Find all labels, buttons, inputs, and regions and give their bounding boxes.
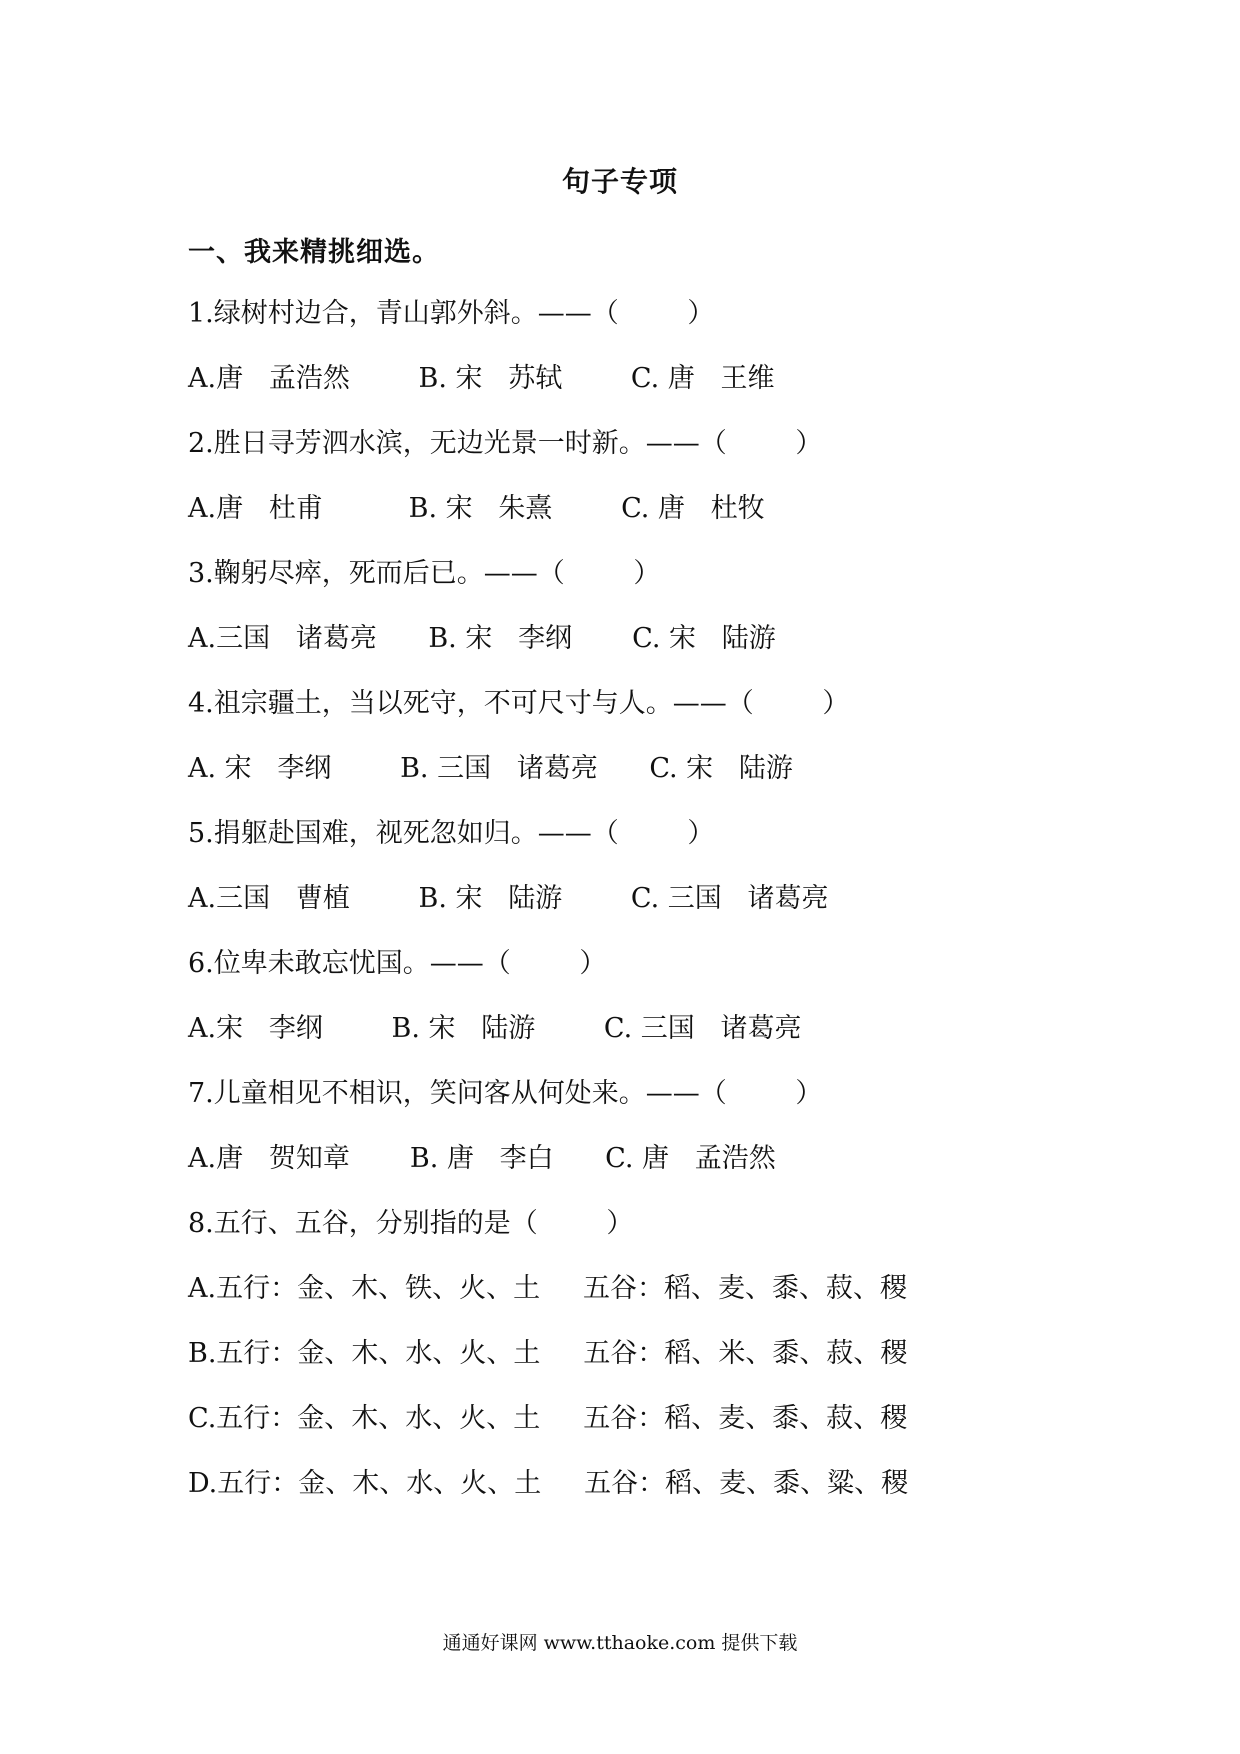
question-6-stem: 6.位卑未敢忘忧国。——（ ） — [188, 948, 607, 979]
question-6-options: A.宋 李纲 B. 宋 陆游 C. 三国 诸葛亮 — [188, 1013, 802, 1044]
question-5-stem: 5.捐躯赴国难，视死忽如归。——（ ） — [188, 818, 715, 849]
question-4-options: A. 宋 李纲 B. 三国 诸葛亮 C. 宋 陆游 — [188, 753, 793, 784]
question-7-stem: 7.儿童相见不相识，笑问客从何处来。——（ ） — [188, 1078, 823, 1109]
question-1-options: A.唐 孟浩然 B. 宋 苏轼 C. 唐 王维 — [188, 363, 775, 394]
question-8-option-a: A.五行：金、木、铁、火、土 五谷：稻、麦、黍、菽、稷 — [188, 1273, 907, 1304]
question-8-option-b: B.五行：金、木、水、火、土 五谷：稻、米、黍、菽、稷 — [188, 1338, 908, 1369]
question-3-options: A.三国 诸葛亮 B. 宋 李纲 C. 宋 陆游 — [188, 623, 776, 654]
question-4-stem: 4.祖宗疆土，当以死守，不可尺寸与人。——（ ） — [188, 688, 850, 719]
question-list — [188, 296, 1088, 1531]
question-1-stem: 1.绿树村边合，青山郭外斜。——（ ） — [188, 298, 715, 329]
section-heading: 一、我来精挑细选。 — [188, 237, 440, 268]
question-2-stem: 2.胜日寻芳泗水滨，无边光景一时新。——（ ） — [188, 428, 823, 459]
question-8-option-c: C.五行：金、木、水、火、土 五谷：稻、麦、黍、菽、稷 — [188, 1403, 908, 1434]
question-2-options: A.唐 杜甫 B. 宋 朱熹 C. 唐 杜牧 — [188, 493, 765, 524]
question-8-stem: 8.五行、五谷，分别指的是（ ） — [188, 1208, 634, 1239]
question-3-stem: 3.鞠躬尽瘁，死而后已。——（ ） — [188, 558, 661, 589]
question-8-option-d: D.五行：金、木、水、火、土 五谷：稻、麦、黍、粱、稷 — [188, 1468, 909, 1499]
page-footer: 通通好课网 www.tthaoke.com 提供下载 — [442, 1632, 798, 1654]
question-5-options: A.三国 曹植 B. 宋 陆游 C. 三国 诸葛亮 — [188, 883, 829, 914]
question-7-options: A.唐 贺知章 B. 唐 李白 C. 唐 孟浩然 — [188, 1143, 776, 1174]
page-title: 句子专项 — [561, 165, 678, 198]
